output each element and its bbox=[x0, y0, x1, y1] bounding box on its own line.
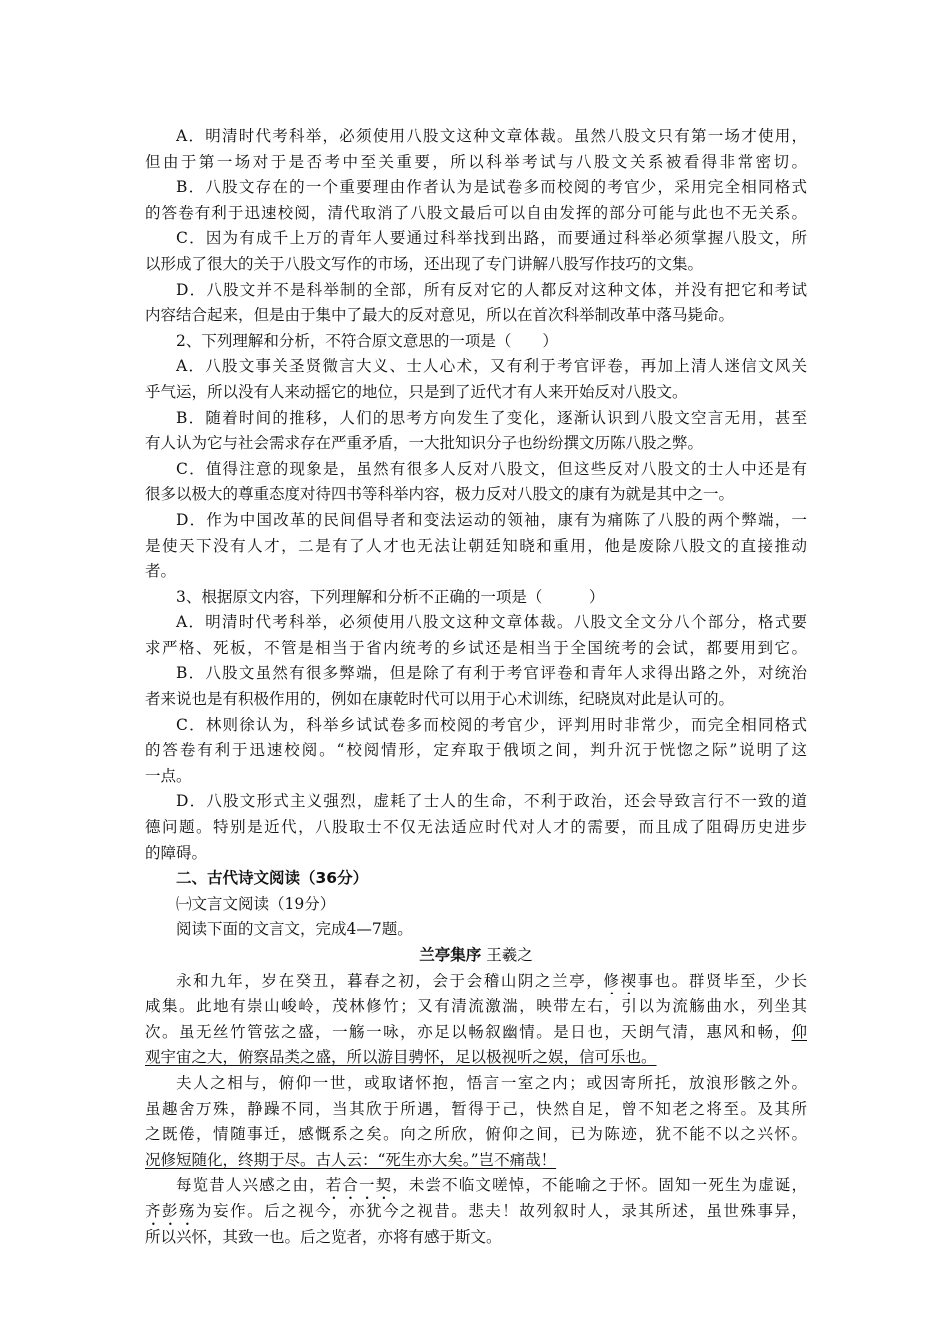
text-span: ，未尝不临文嗟悼，不能喻之于怀。固知一死生为虚诞， bbox=[392, 1176, 807, 1195]
passage-p3-line1 bbox=[145, 1173, 807, 1199]
passage-p2-line3: 之既倦，情随事迁，感慨系之矣。向之所欣，俯仰之间，已为陈迹，犹不能不以之兴怀。 bbox=[145, 1125, 807, 1144]
document-page bbox=[145, 124, 807, 1250]
q2-option-c-line2: 很多以极大的尊重态度对待四书等科举内容，极力反对八股文的康有为就是其中之一。 bbox=[145, 485, 735, 504]
q3-option-d-line1: D．八股文形式主义强烈，虚耗了士人的生命，不利于政治，还会导致言行不一致的道 bbox=[176, 792, 807, 811]
underlined-text: 况修短随化，终期于尽。古人云：“死生亦大矣。”岂不痛哉！ bbox=[145, 1150, 557, 1169]
q2-option-d-line1: D．作为中国改革的民间倡导者和变法运动的领袖，康有为痛陈了八股的两个弊端，一 bbox=[176, 510, 807, 529]
q3-option-c-line1: C．林则徐认为，科举乡试试卷多而校阅的考官少，评判用时非常少，而完全相同格式 bbox=[176, 715, 807, 734]
passage-p1-line3 bbox=[145, 1020, 807, 1046]
q3-option-c-line2: 的答卷有利于迅速校阅。“校阅情形，定弃取于俄顷之间，判升沉于恍惚之际”说明了这 bbox=[145, 741, 807, 760]
text-span: 永和九年，岁在癸丑，暮春之初，会于会稽山阴之兰亭， bbox=[176, 971, 604, 990]
q2-option-a-line2: 乎气运，所以没有人来动摇它的地位，只是到了近代才有人来开始反对八股文。 bbox=[145, 382, 688, 401]
passage-p2-line4 bbox=[145, 1148, 807, 1174]
passage-title-line bbox=[145, 943, 807, 969]
passage-p3-line2 bbox=[145, 1199, 807, 1225]
q2-stem: 2、下列理解和分析，不符合原文意思的一项是（ ） bbox=[176, 331, 558, 350]
text-span: 事也。群贤毕至，少长 bbox=[637, 971, 807, 990]
q2-option-a-line1: A．八股文事关圣贤微言大义、士人心术，又有利于考官评卷，再加上清人迷信文风关 bbox=[176, 357, 807, 376]
q2-option-d-line2: 是使天下没有人才，二是有了人才也无法让朝廷知晓和重用，他是废除八股文的直接推动 bbox=[145, 536, 807, 555]
q3-option-c-line3: 一点。 bbox=[145, 766, 192, 785]
passage-author: 王羲之 bbox=[481, 946, 533, 964]
q2-option-d-line3: 者。 bbox=[145, 562, 177, 581]
q3-option-d-line2: 德问题。特别是近代，八股取士不仅无法适应时代对人才的需要，而且成了阻碍历史进步 bbox=[145, 818, 807, 837]
underlined-text: 仰 bbox=[791, 1022, 807, 1041]
q2-option-c-line1: C．值得注意的现象是，虽然有很多人反对八股文，但这些反对八股文的士人中还是有 bbox=[176, 459, 807, 478]
q1-option-d-line2: 内容结合起来，但是由于集中了最大的反对意见，所以在首次科举制改革中落马毙命。 bbox=[145, 306, 735, 325]
q1-option-a-line1: A．明清时代考科举，必须使用八股文这种文章体裁。虽然八股文只有第一场才使用， bbox=[176, 127, 807, 145]
text-span: 为妄作。后之视今，亦犹今之视昔。悲夫！故列叙时人，录其所述，虽世殊事异， bbox=[196, 1201, 807, 1220]
q1-option-a-line2: 但由于第一场对于是否考中至关重要，所以科举考试与八股文关系被看得非常密切。 bbox=[145, 152, 807, 171]
q1-option-b-line1: B．八股文存在的一个重要理由作者认为是试卷多而校阅的考官少，采用完全相同格式 bbox=[176, 178, 807, 197]
underlined-text: 观宇宙之大，俯察品类之盛，所以游目骋怀，足以极视听之娱，信可乐也。 bbox=[145, 1048, 657, 1067]
q3-option-b-line1: B．八股文虽然有很多弊端，但是除了有利于考官评卷和青年人求得出路之外，对统治 bbox=[176, 664, 807, 683]
passage-p1-line4 bbox=[145, 1045, 807, 1071]
q1-option-c-line1: C．因为有成千上万的青年人要通过科举找到出路，而要通过科举必须掌握八股文，所 bbox=[176, 229, 807, 248]
instructions: 阅读下面的文言文，完成4—7题。 bbox=[176, 920, 413, 939]
passage-p2-line2: 虽趣舍万殊，静躁不同，当其欣于所遇，暂得于己，快然自足，曾不知老之将至。及其所 bbox=[145, 1099, 807, 1118]
q3-option-b-line2: 者来说也是有积极作用的，例如在康乾时代可以用于心术训练，纪晓岚对此是认可的。 bbox=[145, 690, 735, 709]
passage-title: 兰亭集序 bbox=[419, 946, 482, 964]
q3-option-a-line1: A．明清时代考科举，必须使用八股文这种文章体裁。八股文全文分八个部分，格式要 bbox=[176, 613, 807, 632]
q3-stem: 3、根据原文内容，下列理解和分析不正确的一项是（ ） bbox=[176, 587, 605, 606]
q2-option-b-line1: B．随着时间的推移，人们的思考方向发生了变化，逐渐认识到八股文空言无用，甚至 bbox=[176, 408, 807, 427]
text-span: 每览昔人兴感之由， bbox=[176, 1176, 326, 1195]
q3-option-a-line2: 求严格、死板，不管是相当于省内统考的乡试还是相当于全国统考的会试，都要用到它。 bbox=[145, 638, 807, 657]
passage-p1-line1 bbox=[145, 969, 807, 995]
subsection-heading: ㈠文言文阅读（19分） bbox=[176, 894, 336, 913]
q1-option-d-line1: D．八股文并不是科举制的全部，所有反对它的人都反对这种文体，并没有把它和考试 bbox=[176, 280, 807, 299]
passage-p2-line1: 夫人之相与，俯仰一世，或取诸怀抱，悟言一室之内；或因寄所托，放浪形骸之外。 bbox=[176, 1073, 807, 1092]
emphasized-term: 若合一契 bbox=[325, 1176, 393, 1195]
passage-p1-line2: 咸集。此地有崇山峻岭，茂林修竹；又有清流激湍，映带左右，引以为流觞曲水，列坐其 bbox=[145, 997, 807, 1016]
emphasized-term: 修禊 bbox=[603, 971, 638, 990]
passage-p3-line3: 所以兴怀，其致一也。后之览者，亦将有感于斯文。 bbox=[145, 1227, 502, 1246]
emphasized-term: 齐彭殇 bbox=[145, 1201, 197, 1220]
q3-option-d-line3: 的障碍。 bbox=[145, 843, 208, 862]
q1-option-b-line2: 的答卷有利于迅速校阅，清代取消了八股文最后可以自由发挥的部分可能与此也不无关系。 bbox=[145, 203, 807, 222]
section-heading: 二、古代诗文阅读（36分） bbox=[176, 869, 369, 888]
q1-option-c-line2: 以形成了很大的关于八股文写作的市场，还出现了专门讲解八股写作技巧的文集。 bbox=[145, 254, 704, 273]
q2-option-b-line2: 有人认为它与社会需求存在严重矛盾，一大批知识分子也纷纷撰文历陈八股之弊。 bbox=[145, 434, 704, 453]
text-span: 次。虽无丝竹管弦之盛，一觞一咏，亦足以畅叙幽情。是日也，天朗气清，惠风和畅， bbox=[145, 1022, 792, 1041]
